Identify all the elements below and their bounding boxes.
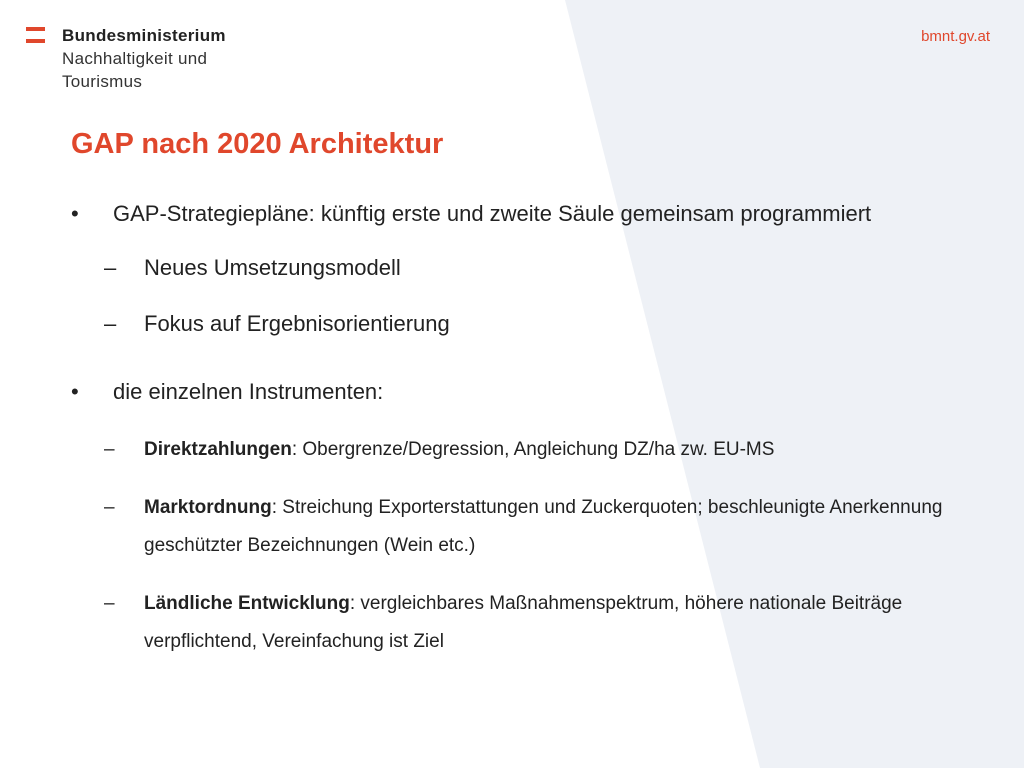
dash-marker: –	[104, 439, 115, 460]
website-url[interactable]: bmnt.gv.at	[921, 28, 990, 45]
instrument-name: Ländliche Entwicklung	[144, 593, 350, 614]
austrian-flag-icon	[26, 27, 45, 45]
sub-bullet-marktordnung	[71, 489, 951, 565]
sub-bullet-umsetzungsmodell	[71, 249, 951, 287]
bullet-marker: •	[71, 379, 79, 404]
flag-stripe-bottom	[26, 39, 45, 43]
bullet-instrumente	[71, 373, 951, 411]
instrument-name: Marktordnung	[144, 497, 272, 518]
instrument-description: : Streichung Exporterstattungen und Zuckerquoten; beschleunigte Anerkennung geschützter Bezeichnungen (Wein etc.)	[144, 497, 943, 556]
sub-bullet-ergebnisorientierung	[71, 305, 951, 343]
instrument-description: : Obergrenze/Degression, Angleichung DZ/ha zw. EU-MS	[291, 439, 775, 460]
bullet-marker: •	[71, 201, 79, 226]
instrument-description: : vergleichbares Maßnahmenspektrum, höhere nationale Beiträge verpflichtend, Vereinfachung ist Ziel	[144, 593, 903, 652]
dash-marker: –	[104, 311, 117, 336]
flag-stripe-top	[26, 27, 45, 31]
ministry-name-line3: Tourismus	[62, 72, 143, 91]
dash-marker: –	[104, 497, 115, 518]
bullet-text: die einzelnen Instrumenten:	[113, 379, 384, 404]
slide-title: GAP nach 2020 Architektur	[71, 128, 444, 160]
ministry-name-line2: Nachhaltigkeit und	[62, 49, 208, 68]
bullet-text: GAP-Strategiepläne: künftig erste und zweite Säule gemeinsam programmiert	[113, 201, 872, 226]
sub-bullet-laendliche-entwicklung	[71, 585, 951, 661]
slide-content	[71, 195, 951, 661]
flag-stripe-middle	[26, 33, 45, 37]
sub-bullet-direktzahlungen	[71, 431, 951, 469]
instrument-name: Direktzahlungen	[144, 439, 292, 460]
sub-bullet-text: Neues Umsetzungsmodell	[144, 255, 401, 280]
sub-bullet-text: Fokus auf Ergebnisorientierung	[144, 311, 450, 336]
bullet-strategieplaene	[71, 195, 951, 233]
ministry-name-line1: Bundesministerium	[62, 26, 226, 45]
ministry-name	[62, 24, 302, 93]
dash-marker: –	[104, 255, 117, 280]
dash-marker: –	[104, 593, 115, 614]
